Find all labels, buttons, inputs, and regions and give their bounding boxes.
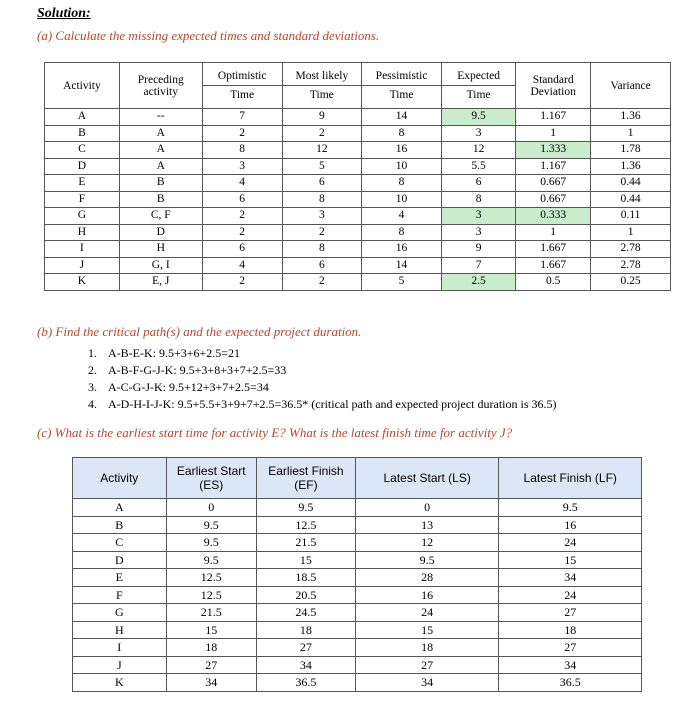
pessimistic-cell: 10 [362, 191, 442, 208]
table-row [45, 224, 671, 241]
earliest-finish-cell: 9.5 [256, 499, 355, 517]
most-likely-cell: 8 [282, 191, 361, 208]
latest-start-cell: 13 [355, 516, 499, 534]
latest-finish-cell: 9.5 [499, 499, 642, 517]
table-header-row [73, 458, 642, 499]
activity-cell: B [45, 125, 120, 142]
activity-cell: F [45, 191, 120, 208]
table-row [73, 516, 642, 534]
col-activity: Activity [45, 63, 120, 109]
earliest-finish-cell: 20.5 [256, 586, 355, 604]
optimistic-cell: 4 [202, 175, 282, 192]
activity-cell: D [73, 551, 167, 569]
path-text: A-C-G-J-K: 9.5+12+3+7+2.5=34 [108, 380, 269, 394]
std-dev-cell: 1.333 [516, 142, 591, 159]
table-row [45, 125, 671, 142]
preceding-cell: A [119, 158, 202, 175]
preceding-cell: B [119, 175, 202, 192]
std-dev-cell: 1.667 [516, 257, 591, 274]
latest-finish-cell: 15 [499, 551, 642, 569]
table-row [45, 175, 671, 192]
most-likely-cell: 6 [282, 257, 361, 274]
most-likely-cell: 6 [282, 175, 361, 192]
latest-start-cell: 12 [355, 534, 499, 552]
table-row [73, 534, 642, 552]
earliest-start-cell: 9.5 [166, 516, 256, 534]
pessimistic-cell: 5 [362, 274, 442, 291]
activity-cell: A [45, 109, 120, 126]
most-likely-cell: 12 [282, 142, 361, 159]
optimistic-cell: 8 [202, 142, 282, 159]
activity-cell: K [73, 674, 167, 692]
activity-cell: G [45, 208, 120, 225]
preceding-cell: A [119, 142, 202, 159]
variance-cell: 1.36 [591, 158, 671, 175]
most-likely-cell: 5 [282, 158, 361, 175]
latest-finish-cell: 18 [499, 621, 642, 639]
activity-cell: D [45, 158, 120, 175]
std-dev-cell: 1.167 [516, 109, 591, 126]
path-item [88, 379, 557, 396]
preceding-cell: D [119, 224, 202, 241]
expected-cell: 12 [442, 142, 516, 159]
activity-cell: H [45, 224, 120, 241]
table-header-row [45, 63, 671, 109]
earliest-finish-cell: 34 [256, 656, 355, 674]
std-dev-cell: 1 [516, 125, 591, 142]
variance-cell: 1.36 [591, 109, 671, 126]
expected-cell: 3 [442, 224, 516, 241]
variance-cell: 1 [591, 125, 671, 142]
table-row [45, 158, 671, 175]
pessimistic-cell: 8 [362, 175, 442, 192]
earliest-finish-cell: 36.5 [256, 674, 355, 692]
latest-finish-cell: 27 [499, 604, 642, 622]
col-expected: Expected Time [442, 63, 516, 109]
latest-finish-cell: 27 [499, 639, 642, 657]
earliest-start-cell: 21.5 [166, 604, 256, 622]
most-likely-cell: 3 [282, 208, 361, 225]
part-a-question: (a) Calculate the missing expected times and standard deviations. [37, 28, 380, 43]
std-dev-cell: 1.167 [516, 158, 591, 175]
earliest-start-cell: 18 [166, 639, 256, 657]
latest-start-cell: 16 [355, 586, 499, 604]
col-activity: Activity [73, 458, 167, 499]
col-variance: Variance [591, 63, 671, 109]
variance-cell: 2.78 [591, 241, 671, 258]
col-earliest-finish: Earliest Finish (EF) [256, 458, 355, 499]
path-number: 4. [88, 397, 97, 411]
expected-cell: 5.5 [442, 158, 516, 175]
latest-start-cell: 27 [355, 656, 499, 674]
expected-cell: 8 [442, 191, 516, 208]
earliest-finish-cell: 27 [256, 639, 355, 657]
activity-cell: J [73, 656, 167, 674]
path-item [88, 396, 557, 413]
table-row [45, 274, 671, 291]
earliest-start-cell: 12.5 [166, 586, 256, 604]
latest-start-cell: 24 [355, 604, 499, 622]
preceding-cell: -- [119, 109, 202, 126]
latest-start-cell: 0 [355, 499, 499, 517]
variance-cell: 1 [591, 224, 671, 241]
preceding-cell: G, I [119, 257, 202, 274]
activity-cell: K [45, 274, 120, 291]
expected-cell: 9 [442, 241, 516, 258]
table-row [45, 191, 671, 208]
earliest-start-cell: 34 [166, 674, 256, 692]
variance-cell: 0.25 [591, 274, 671, 291]
activity-cell: H [73, 621, 167, 639]
preceding-cell: H [119, 241, 202, 258]
activity-cell: I [45, 241, 120, 258]
col-std-dev: Standard Deviation [516, 63, 591, 109]
table-row [73, 674, 642, 692]
preceding-cell: B [119, 191, 202, 208]
latest-finish-cell: 24 [499, 534, 642, 552]
variance-cell: 2.78 [591, 257, 671, 274]
earliest-start-cell: 0 [166, 499, 256, 517]
col-latest-finish: Latest Finish (LF) [499, 458, 642, 499]
expected-cell: 3 [442, 208, 516, 225]
path-number: 1. [88, 346, 97, 360]
path-item [88, 345, 557, 362]
pessimistic-cell: 14 [362, 257, 442, 274]
expected-cell: 7 [442, 257, 516, 274]
activity-cell: C [73, 534, 167, 552]
optimistic-cell: 6 [202, 241, 282, 258]
part-c-question: (c) What is the earliest start time for activity E? What is the latest finish time for activity J? [37, 425, 513, 440]
latest-start-cell: 28 [355, 569, 499, 587]
table-row [73, 551, 642, 569]
schedule-table [72, 457, 642, 692]
table-row [73, 586, 642, 604]
preceding-cell: C, F [119, 208, 202, 225]
path-number: 2. [88, 363, 97, 377]
earliest-finish-cell: 21.5 [256, 534, 355, 552]
path-text: A-B-F-G-J-K: 9.5+3+8+3+7+2.5=33 [108, 363, 287, 377]
earliest-start-cell: 27 [166, 656, 256, 674]
std-dev-cell: 1.667 [516, 241, 591, 258]
variance-cell: 0.44 [591, 175, 671, 192]
variance-cell: 1.78 [591, 142, 671, 159]
most-likely-cell: 2 [282, 125, 361, 142]
optimistic-cell: 2 [202, 208, 282, 225]
col-latest-start: Latest Start (LS) [355, 458, 499, 499]
table-row [45, 257, 671, 274]
table-row [73, 639, 642, 657]
latest-start-cell: 34 [355, 674, 499, 692]
earliest-start-cell: 12.5 [166, 569, 256, 587]
latest-finish-cell: 34 [499, 569, 642, 587]
optimistic-cell: 3 [202, 158, 282, 175]
col-pessimistic: Pessimistic Time [362, 63, 442, 109]
table-row [73, 604, 642, 622]
optimistic-cell: 7 [202, 109, 282, 126]
std-dev-cell: 0.333 [516, 208, 591, 225]
table-row [45, 208, 671, 225]
latest-start-cell: 9.5 [355, 551, 499, 569]
latest-finish-cell: 24 [499, 586, 642, 604]
earliest-start-cell: 9.5 [166, 551, 256, 569]
variance-cell: 0.44 [591, 191, 671, 208]
activity-cell: B [73, 516, 167, 534]
latest-start-cell: 15 [355, 621, 499, 639]
col-earliest-start: Earliest Start (ES) [166, 458, 256, 499]
std-dev-cell: 0.667 [516, 175, 591, 192]
earliest-finish-cell: 18 [256, 621, 355, 639]
optimistic-cell: 2 [202, 224, 282, 241]
latest-start-cell: 18 [355, 639, 499, 657]
pert-estimates-table [44, 62, 671, 291]
preceding-cell: E, J [119, 274, 202, 291]
latest-finish-cell: 36.5 [499, 674, 642, 692]
table-row [73, 499, 642, 517]
most-likely-cell: 8 [282, 241, 361, 258]
pessimistic-cell: 16 [362, 241, 442, 258]
optimistic-cell: 6 [202, 191, 282, 208]
path-item [88, 362, 557, 379]
table-row [73, 569, 642, 587]
part-b-question: (b) Find the critical path(s) and the expected project duration. [37, 324, 362, 339]
path-text: A-D-H-I-J-K: 9.5+5.5+3+9+7+2.5=36.5* (critical path and expected project duration is 36.5) [108, 397, 557, 411]
latest-finish-cell: 34 [499, 656, 642, 674]
optimistic-cell: 2 [202, 274, 282, 291]
path-number: 3. [88, 380, 97, 394]
std-dev-cell: 0.667 [516, 191, 591, 208]
pessimistic-cell: 14 [362, 109, 442, 126]
expected-cell: 2.5 [442, 274, 516, 291]
activity-cell: G [73, 604, 167, 622]
pessimistic-cell: 16 [362, 142, 442, 159]
preceding-cell: A [119, 125, 202, 142]
pessimistic-cell: 10 [362, 158, 442, 175]
earliest-finish-cell: 18.5 [256, 569, 355, 587]
expected-cell: 9.5 [442, 109, 516, 126]
earliest-finish-cell: 12.5 [256, 516, 355, 534]
col-optimistic: Optimistic Time [202, 63, 282, 109]
table-row [45, 142, 671, 159]
activity-cell: F [73, 586, 167, 604]
solution-heading: Solution: [37, 6, 91, 21]
earliest-start-cell: 15 [166, 621, 256, 639]
table-row [45, 109, 671, 126]
col-preceding: Preceding activity [119, 63, 202, 109]
std-dev-cell: 1 [516, 224, 591, 241]
variance-cell: 0.11 [591, 208, 671, 225]
activity-cell: A [73, 499, 167, 517]
activity-cell: J [45, 257, 120, 274]
earliest-start-cell: 9.5 [166, 534, 256, 552]
latest-finish-cell: 16 [499, 516, 642, 534]
pessimistic-cell: 4 [362, 208, 442, 225]
critical-paths-list [88, 345, 557, 413]
most-likely-cell: 2 [282, 224, 361, 241]
pessimistic-cell: 8 [362, 125, 442, 142]
most-likely-cell: 2 [282, 274, 361, 291]
activity-cell: E [73, 569, 167, 587]
expected-cell: 3 [442, 125, 516, 142]
activity-cell: E [45, 175, 120, 192]
expected-cell: 6 [442, 175, 516, 192]
table-row [73, 621, 642, 639]
most-likely-cell: 9 [282, 109, 361, 126]
pessimistic-cell: 8 [362, 224, 442, 241]
path-text: A-B-E-K: 9.5+3+6+2.5=21 [108, 346, 241, 360]
activity-cell: C [45, 142, 120, 159]
earliest-finish-cell: 15 [256, 551, 355, 569]
earliest-finish-cell: 24.5 [256, 604, 355, 622]
table-row [45, 241, 671, 258]
optimistic-cell: 4 [202, 257, 282, 274]
std-dev-cell: 0.5 [516, 274, 591, 291]
table-row [73, 656, 642, 674]
optimistic-cell: 2 [202, 125, 282, 142]
col-most-likely: Most likely Time [282, 63, 361, 109]
activity-cell: I [73, 639, 167, 657]
